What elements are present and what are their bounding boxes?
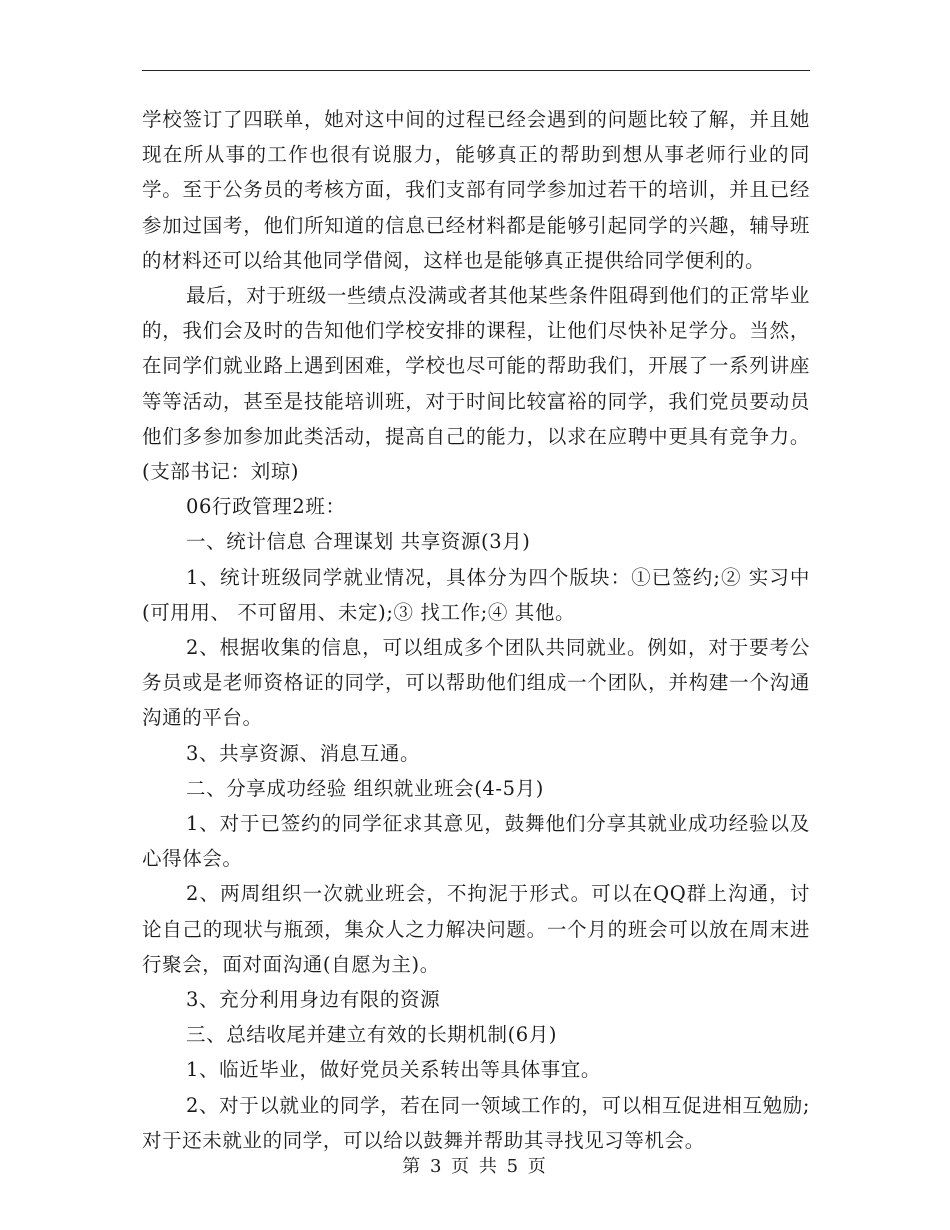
page-number: 第 3 页 共 5 页 bbox=[402, 1156, 548, 1177]
document-body bbox=[142, 102, 810, 1158]
section-heading: 三、总结收尾并建立有效的长期机制(6月) bbox=[186, 1023, 558, 1047]
paragraph: 2、根据收集的信息，可以组成多个团队共同就业。例如，对于要考公务员或是老师资格证的同学，可以帮助他们组成一个团队，并构建一个沟通沟通的平台。 bbox=[142, 636, 810, 730]
section-heading: 一、统计信息 合理谋划 共享资源(3月) bbox=[186, 530, 531, 554]
paragraph: 1、对于已签约的同学征求其意见，鼓舞他们分享其就业成功经验以及心得体会。 bbox=[142, 812, 810, 871]
header-rule bbox=[142, 70, 810, 71]
paragraph: 2、对于以就业的同学，若在同一领域工作的，可以相互促进相互勉励;对于还未就业的同学，可以给以鼓舞并帮助其寻找见习等机会。 bbox=[142, 1093, 810, 1152]
paragraph: 1、统计班级同学就业情况，具体分为四个版块：①已签约;② 实习中(可用用、 不可留用、未定);③ 找工作;④ 其他。 bbox=[142, 565, 810, 624]
paragraph: 学校签订了四联单，她对这中间的过程已经会遇到的问题比较了解，并且她现在所从事的工作也很有说服力，能够真正的帮助到想从事老师行业的同学。至于公务员的考核方面，我们支部有同学参加过若干的培训，并且已经参加过国考，他们所知道的信息已经材料都是能够引起同学的兴趣，辅导班的材料还可以给其他同学借阅，这样也是能够真正提供给同学便利的。 bbox=[142, 108, 810, 272]
paragraph: 1、临近毕业，做好党员关系转出等具体事宜。 bbox=[186, 1058, 602, 1082]
paragraph: 3、共享资源、消息互通。 bbox=[186, 741, 421, 765]
class-heading: 06行政管理2班： bbox=[186, 495, 346, 519]
paragraph: 2、两周组织一次就业班会，不拘泥于形式。可以在QQ群上沟通，讨论自己的现状与瓶颈，集众人之力解决问题。一个月的班会可以放在周末进行聚会，面对面沟通(自愿为主)。 bbox=[142, 882, 810, 976]
paragraph: 3、充分利用身边有限的资源 bbox=[186, 988, 441, 1012]
paragraph: 最后，对于班级一些绩点没满或者其他某些条件阻碍到他们的正常毕业的，我们会及时的告知他们学校安排的课程，让他们尽快补足学分。当然，在同学们就业路上遇到困难，学校也尽可能的帮助我们，开展了一系列讲座等等活动，甚至是技能培训班，对于时间比较富裕的同学，我们党员要动员他们多参加参加此类活动，提高自己的能力，以求在应聘中更具有竞争力。(支部书记：刘琼) bbox=[142, 284, 810, 484]
section-heading: 二、分享成功经验 组织就业班会(4-5月) bbox=[186, 776, 544, 800]
